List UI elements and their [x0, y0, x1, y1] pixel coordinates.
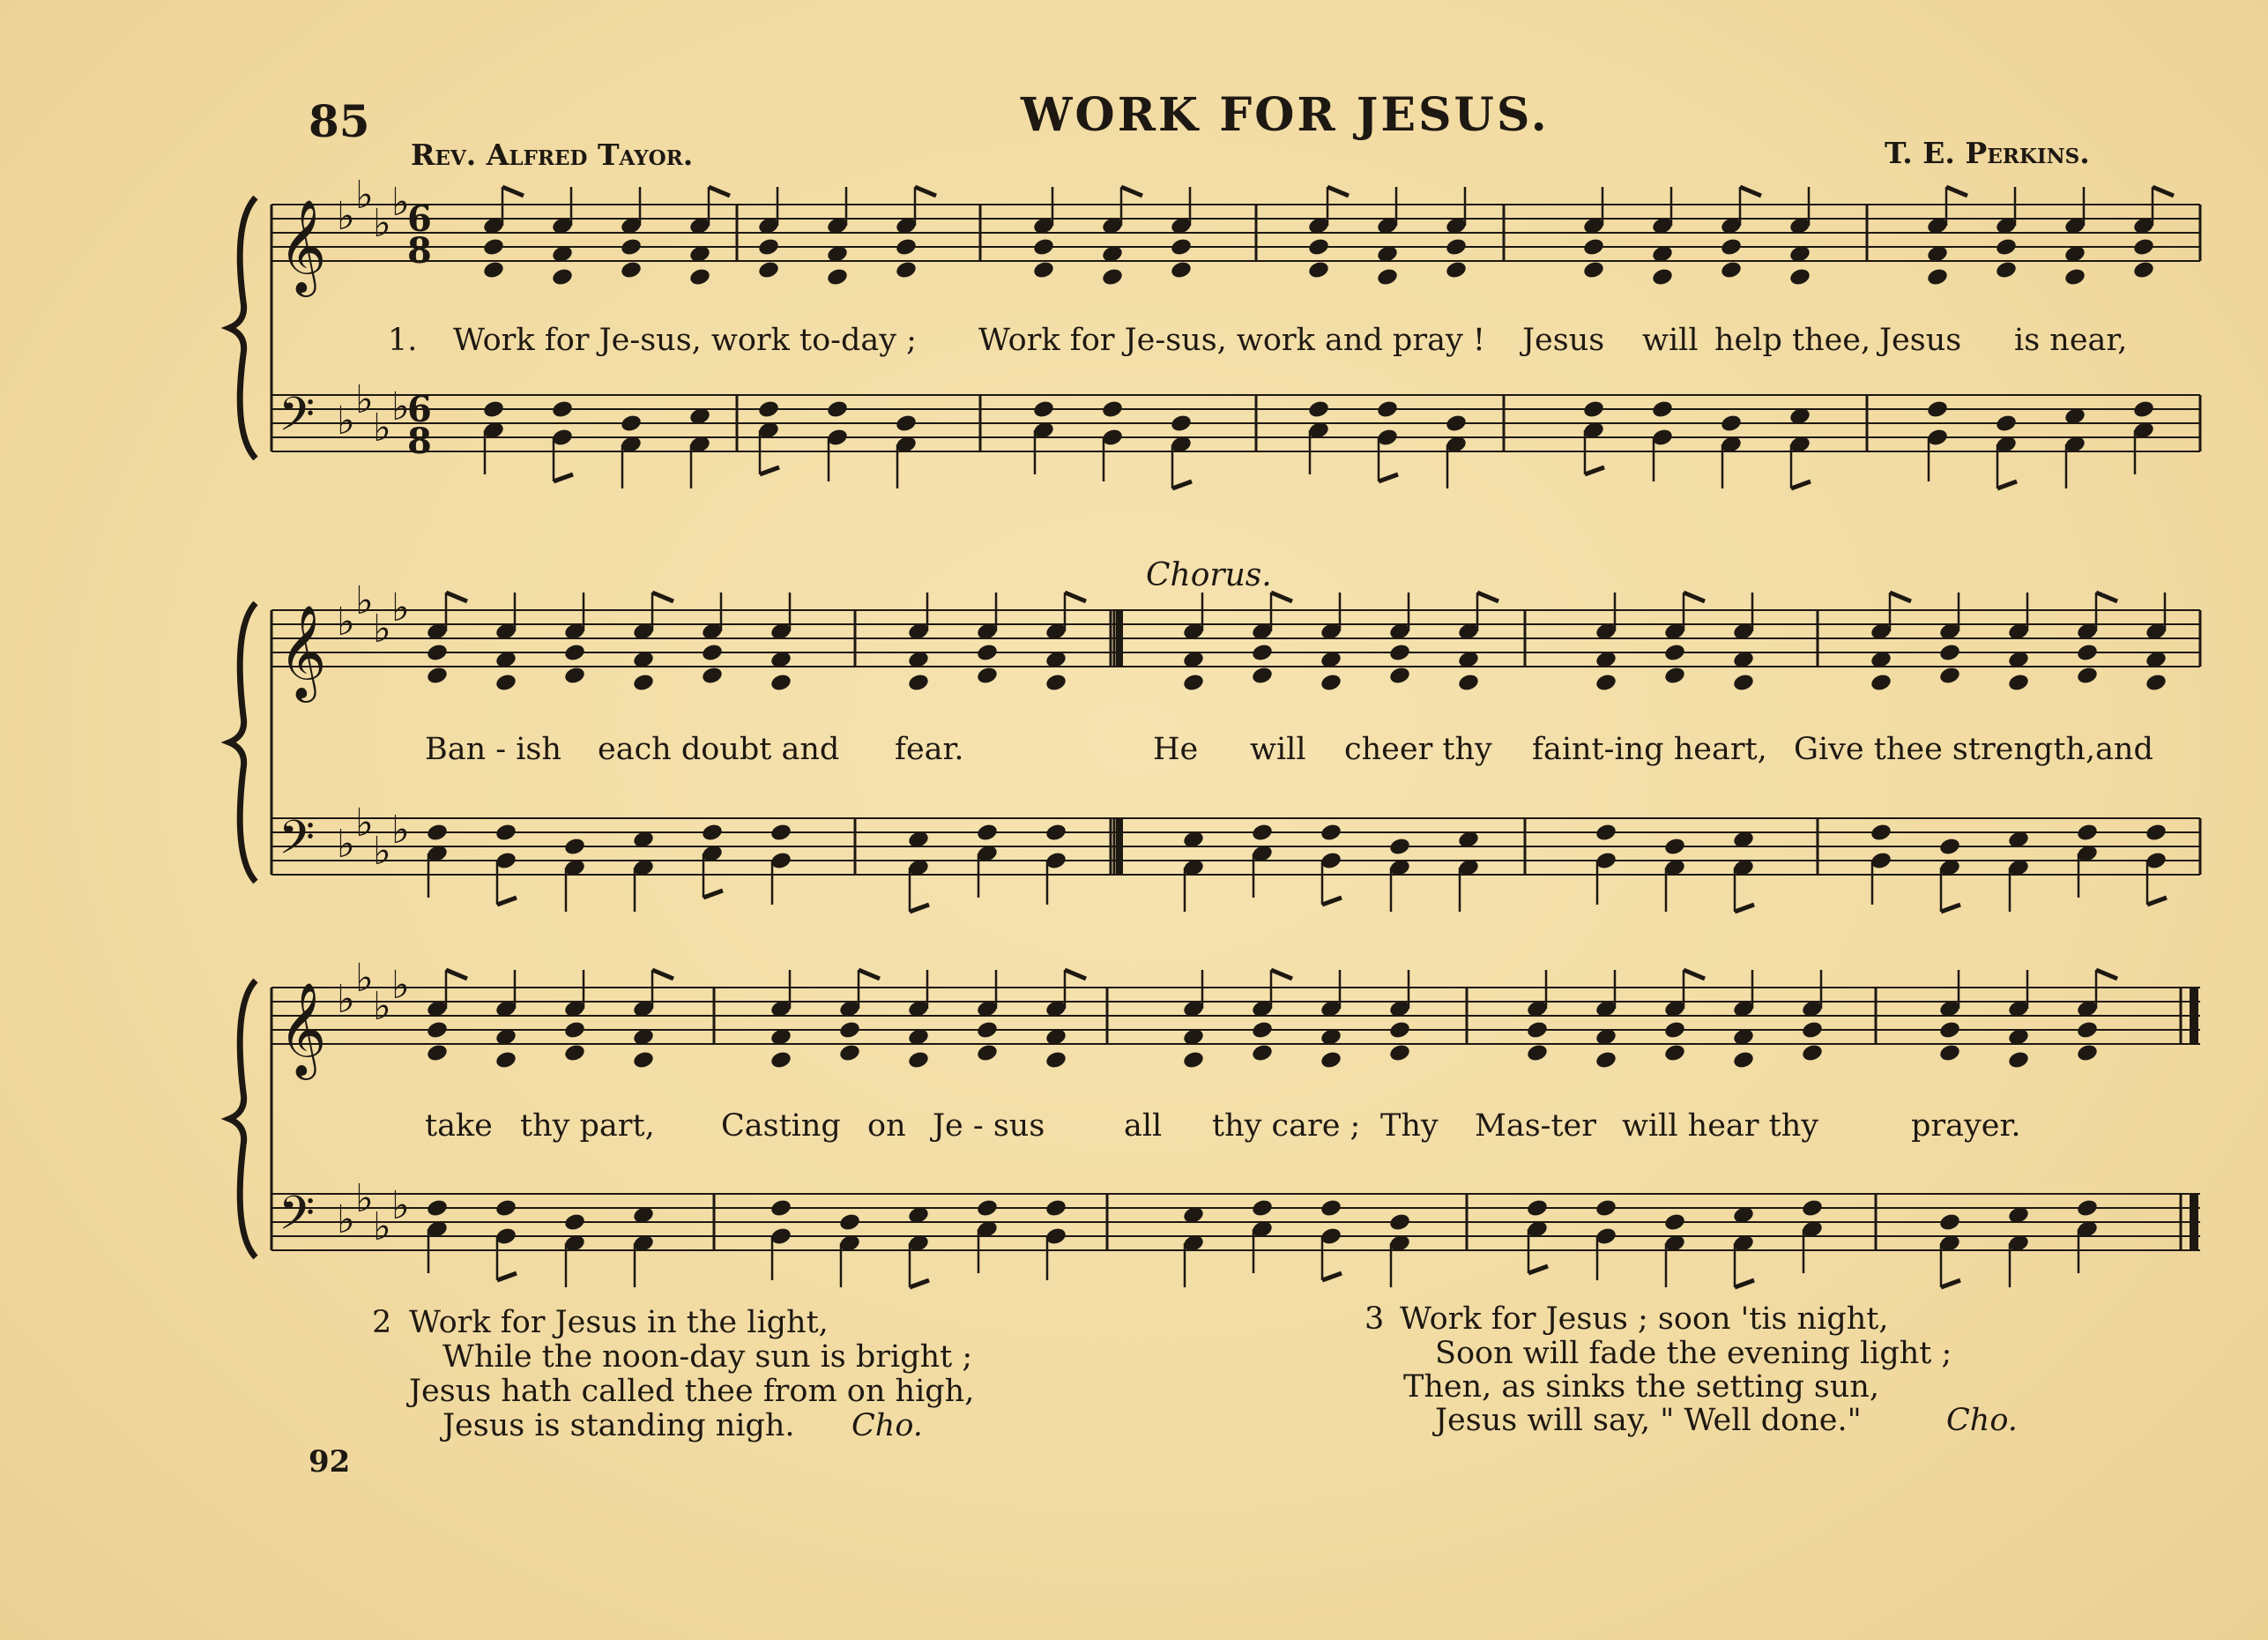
note-head: [620, 237, 643, 257]
note-head: [632, 1050, 655, 1070]
note-flag: [915, 187, 936, 196]
bass-clef: 𝄢: [279, 1187, 316, 1252]
note-head: [1182, 673, 1205, 693]
lyric-syllable: all: [1124, 1108, 1163, 1144]
note-flag: [1121, 187, 1142, 196]
verse-line: Soon will fade the evening light ;: [1435, 1336, 1952, 1371]
time-signature-denominator: 8: [407, 230, 432, 272]
note-flag: [446, 970, 467, 979]
lyric-syllable: Mas-ter: [1475, 1108, 1597, 1144]
note-head: [1938, 1020, 1961, 1040]
note-head: [1388, 1043, 1411, 1063]
note-head: [1388, 1020, 1411, 1040]
note-head: [1720, 414, 1743, 434]
note-head: [1388, 837, 1411, 857]
note-flag: [1791, 481, 1811, 488]
note-head: [1045, 673, 1067, 693]
note-head: [1663, 1020, 1686, 1040]
note-flag: [1379, 474, 1398, 481]
note-head: [1995, 260, 2018, 280]
note-head: [2076, 666, 2099, 686]
note-head: [1995, 237, 2018, 257]
note-flag: [1740, 187, 1761, 196]
note-head: [826, 267, 849, 287]
verse-line: Jesus is standing nigh.: [442, 1408, 795, 1443]
flat-accidental: ♭: [355, 801, 374, 846]
note-head: [976, 1020, 999, 1040]
flat-accidental: ♭: [373, 607, 391, 652]
note-head: [895, 237, 918, 257]
note-flag: [1941, 905, 1960, 912]
note-head: [2145, 823, 2168, 843]
note-head: [838, 1043, 861, 1063]
note-head: [1663, 1212, 1686, 1233]
note-head: [1320, 1198, 1342, 1219]
note-head: [2132, 237, 2155, 257]
lyric-syllable: on: [867, 1108, 906, 1144]
final-barline-thick: [2190, 1194, 2198, 1250]
note-head: [620, 260, 643, 280]
lyric-syllable: cheer thy: [1344, 732, 1492, 767]
note-head: [757, 399, 780, 420]
note-head: [688, 267, 711, 287]
lyric-syllable: will: [1250, 732, 1306, 767]
note-head: [907, 1050, 930, 1070]
note-head: [701, 643, 724, 663]
note-flag: [2147, 898, 2167, 905]
lyric-syllable: He: [1153, 732, 1199, 767]
note-head: [826, 399, 849, 420]
note-head: [563, 643, 586, 663]
note-head: [1582, 260, 1605, 280]
note-head: [976, 1198, 999, 1219]
flat-accidental: ♭: [373, 829, 391, 874]
lyric-syllable: thy care ;: [1212, 1108, 1361, 1144]
note-head: [1938, 1212, 1961, 1233]
treble-clef: 𝄞: [279, 981, 327, 1076]
note-head: [482, 399, 505, 420]
flat-accidental: ♭: [373, 406, 391, 451]
flat-accidental: ♭: [337, 977, 355, 1022]
note-flag: [760, 467, 779, 474]
chorus-cue: Cho.: [1946, 1403, 2018, 1438]
flat-accidental: ♭: [355, 173, 374, 218]
flat-accidental: ♭: [337, 822, 355, 867]
flat-accidental: ♭: [355, 578, 374, 623]
note-head: [1801, 1043, 1824, 1063]
note-flag: [1065, 593, 1086, 601]
note-head: [1870, 823, 1892, 843]
flat-accidental: ♭: [391, 808, 410, 853]
treble-clef: 𝄞: [279, 198, 327, 293]
flat-accidental: ♭: [355, 956, 374, 1001]
note-head: [770, 823, 792, 843]
note-head: [1045, 823, 1067, 843]
note-head: [1320, 673, 1342, 693]
verse-line: Jesus hath called thee from on high,: [409, 1374, 975, 1409]
note-head: [976, 643, 999, 663]
note-head: [2076, 1020, 2099, 1040]
note-flag: [1735, 1280, 1754, 1287]
flat-accidental: ♭: [391, 963, 410, 1008]
note-head: [2132, 260, 2155, 280]
note-head: [551, 267, 574, 287]
flat-accidental: ♭: [355, 1176, 374, 1221]
flat-accidental: ♭: [391, 180, 410, 225]
note-head: [1170, 414, 1193, 434]
note-head: [551, 399, 574, 420]
verse-line: Work for Jesus in the light,: [409, 1305, 829, 1340]
time-signature-numerator: 6: [407, 198, 432, 240]
note-flag: [502, 187, 524, 196]
note-head: [1938, 837, 1961, 857]
note-flag: [2153, 187, 2174, 196]
note-head: [1663, 666, 1686, 686]
note-head: [1595, 1050, 1617, 1070]
flat-accidental: ♭: [337, 1197, 355, 1242]
note-head: [757, 237, 780, 257]
verse-number: 2: [372, 1305, 392, 1340]
chorus-cue: Cho.: [851, 1408, 923, 1443]
note-head: [895, 414, 918, 434]
note-head: [1307, 260, 1330, 280]
flat-accidental: ♭: [337, 600, 355, 645]
verse-line: Jesus will say, " Well done.": [1435, 1403, 1862, 1438]
note-head: [1651, 399, 1674, 420]
note-head: [1663, 837, 1686, 857]
note-head: [1445, 414, 1468, 434]
note-head: [482, 260, 505, 280]
double-barline: [1116, 818, 1123, 875]
note-head: [838, 1020, 861, 1040]
note-head: [563, 1212, 586, 1233]
note-head: [1595, 673, 1617, 693]
bass-clef: 𝄢: [279, 811, 316, 876]
note-head: [1526, 1020, 1549, 1040]
note-head: [701, 666, 724, 686]
note-head: [1388, 643, 1411, 663]
note-head: [1582, 399, 1605, 420]
note-head: [1938, 666, 1961, 686]
note-flag: [1684, 593, 1705, 601]
note-head: [426, 1198, 449, 1219]
flat-accidental: ♭: [355, 377, 374, 422]
brace: [229, 980, 256, 1257]
note-flag: [910, 1280, 929, 1287]
hymn-number: 85: [309, 95, 370, 147]
note-head: [426, 823, 449, 843]
lyric-syllable: Thy: [1380, 1108, 1439, 1144]
verse-line: Then, as sinks the setting sun,: [1403, 1369, 1880, 1405]
lyric-syllable: Casting: [721, 1108, 841, 1144]
note-flag: [1322, 898, 1342, 905]
note-head: [1251, 1043, 1274, 1063]
flat-accidental: ♭: [391, 1183, 410, 1228]
flat-accidental: ♭: [337, 399, 355, 444]
lyric-syllable: each doubt and: [598, 732, 840, 767]
note-head: [1526, 1043, 1549, 1063]
note-head: [1526, 1198, 1549, 1219]
time-signature-denominator: 8: [407, 421, 432, 462]
note-flag: [2096, 593, 2117, 601]
chorus-label: Chorus.: [1146, 557, 1272, 593]
note-head: [1926, 399, 1949, 420]
note-flag: [497, 898, 517, 905]
note-head: [1251, 823, 1274, 843]
note-head: [1032, 237, 1055, 257]
note-flag: [446, 593, 467, 601]
note-head: [2076, 643, 2099, 663]
brace: [229, 603, 256, 882]
note-head: [1582, 237, 1605, 257]
treble-clef: 𝄞: [279, 604, 327, 698]
note-flag: [1327, 187, 1349, 196]
note-head: [2007, 1050, 2030, 1070]
flat-accidental: ♭: [337, 194, 355, 239]
brace: [229, 198, 256, 458]
note-head: [1320, 1050, 1342, 1070]
note-head: [1445, 237, 1468, 257]
note-head: [494, 673, 517, 693]
note-head: [2076, 1198, 2099, 1219]
note-head: [494, 1198, 517, 1219]
note-head: [1595, 1198, 1617, 1219]
note-head: [1307, 399, 1330, 420]
note-head: [1182, 1050, 1205, 1070]
note-head: [1101, 267, 1124, 287]
lyricist-credit: Rev. Alfred Tayor.: [411, 138, 694, 172]
note-head: [563, 666, 586, 686]
note-head: [1251, 1198, 1274, 1219]
note-head: [1788, 267, 1811, 287]
note-head: [1320, 823, 1342, 843]
note-head: [976, 823, 999, 843]
note-head: [1595, 823, 1617, 843]
final-barline-thick: [2190, 988, 2198, 1044]
note-head: [1926, 267, 1949, 287]
note-head: [1376, 267, 1399, 287]
flat-accidental: ♭: [391, 585, 410, 630]
note-head: [2007, 673, 2030, 693]
note-head: [770, 1050, 792, 1070]
note-head: [895, 260, 918, 280]
verse-number: 3: [1365, 1301, 1385, 1337]
note-head: [1663, 1043, 1686, 1063]
note-flag: [554, 474, 573, 481]
note-flag: [497, 1273, 517, 1280]
note-head: [1101, 399, 1124, 420]
note-head: [757, 260, 780, 280]
note-flag: [2096, 970, 2117, 979]
note-head: [1251, 666, 1274, 686]
note-head: [1251, 643, 1274, 663]
note-flag: [1890, 593, 1911, 601]
note-head: [1445, 260, 1468, 280]
lyric-syllable: Work for Je-sus, work and pray !: [978, 323, 1485, 358]
note-head: [632, 673, 655, 693]
lyric-syllable: help thee,: [1714, 323, 1871, 358]
verse-number-1: 1.: [388, 323, 418, 358]
note-head: [770, 673, 792, 693]
note-head: [1801, 1020, 1824, 1040]
note-head: [1045, 1050, 1067, 1070]
lyric-syllable: faint-ing heart,: [1532, 732, 1767, 767]
note-flag: [1477, 593, 1498, 601]
note-flag: [1172, 481, 1192, 488]
flat-accidental: ♭: [373, 201, 391, 246]
lyric-syllable: Je - sus: [933, 1108, 1045, 1144]
note-flag: [1684, 970, 1705, 979]
lyric-syllable: Jesus: [1879, 323, 1962, 358]
note-head: [1170, 237, 1193, 257]
note-head: [563, 1043, 586, 1063]
flat-accidental: ♭: [373, 1204, 391, 1249]
note-head: [426, 1043, 449, 1063]
note-head: [563, 1020, 586, 1040]
note-head: [701, 823, 724, 843]
note-head: [2132, 399, 2155, 420]
note-head: [1938, 1043, 1961, 1063]
note-head: [976, 666, 999, 686]
note-flag: [1065, 970, 1086, 979]
note-head: [1732, 673, 1755, 693]
note-flag: [1528, 1266, 1548, 1273]
lyric-syllable: thy part,: [520, 1108, 655, 1144]
note-head: [976, 1043, 999, 1063]
flat-accidental: ♭: [373, 984, 391, 1029]
note-head: [838, 1212, 861, 1233]
note-head: [1457, 673, 1480, 693]
lyric-syllable: will: [1642, 323, 1699, 358]
note-flag: [1941, 1280, 1960, 1287]
note-head: [426, 643, 449, 663]
note-head: [482, 237, 505, 257]
note-head: [494, 823, 517, 843]
composer-credit: T. E. Perkins.: [1885, 136, 2090, 170]
note-head: [2076, 1043, 2099, 1063]
verse-line: While the noon-day sun is bright ;: [442, 1339, 973, 1375]
note-head: [494, 1050, 517, 1070]
note-head: [1720, 260, 1743, 280]
note-head: [770, 1198, 792, 1219]
note-flag: [652, 970, 673, 979]
note-head: [1651, 267, 1674, 287]
note-head: [1720, 237, 1743, 257]
flat-accidental: ♭: [391, 384, 410, 429]
lyric-syllable: take: [425, 1108, 493, 1144]
note-flag: [1997, 481, 2017, 488]
note-flag: [859, 970, 880, 979]
hymn-title: WORK FOR JESUS.: [1021, 88, 1550, 142]
page-number: 92: [309, 1444, 351, 1480]
note-head: [1032, 260, 1055, 280]
note-head: [2076, 823, 2099, 843]
note-head: [1870, 673, 1892, 693]
note-head: [1663, 643, 1686, 663]
note-head: [2064, 267, 2086, 287]
note-flag: [1735, 905, 1754, 912]
lyric-syllable: Give thee strength,and: [1794, 732, 2153, 767]
note-head: [1388, 1212, 1411, 1233]
note-head: [620, 414, 643, 434]
lyric-syllable: Work for Je-sus, work to-day ;: [453, 323, 917, 358]
lyric-syllable: is near,: [2014, 323, 2128, 358]
note-flag: [1585, 467, 1604, 474]
note-head: [907, 673, 930, 693]
lyric-syllable: will hear thy: [1622, 1108, 1819, 1144]
note-head: [426, 1020, 449, 1040]
note-head: [1251, 1020, 1274, 1040]
note-flag: [1946, 187, 1967, 196]
note-flag: [910, 905, 929, 912]
note-head: [563, 837, 586, 857]
note-head: [1032, 399, 1055, 420]
lyric-syllable: fear.: [895, 732, 964, 767]
note-head: [1801, 1198, 1824, 1219]
note-head: [1388, 666, 1411, 686]
lyric-syllable: Jesus: [1522, 323, 1605, 358]
double-barline: [1116, 610, 1123, 667]
note-head: [1170, 260, 1193, 280]
note-head: [1307, 237, 1330, 257]
note-flag: [1322, 1273, 1342, 1280]
note-flag: [1271, 970, 1292, 979]
note-head: [1045, 1198, 1067, 1219]
note-head: [2145, 673, 2168, 693]
note-head: [1938, 643, 1961, 663]
note-head: [1732, 1050, 1755, 1070]
note-head: [1995, 414, 2018, 434]
note-flag: [703, 891, 723, 898]
bass-clef: 𝄢: [279, 388, 316, 453]
note-flag: [1271, 593, 1292, 601]
note-head: [426, 666, 449, 686]
lyric-syllable: prayer.: [1911, 1108, 2021, 1144]
time-signature-numerator: 6: [407, 389, 432, 430]
note-head: [1376, 399, 1399, 420]
lyric-syllable: Ban - ish: [425, 732, 561, 767]
note-flag: [709, 187, 730, 196]
verse-line: Work for Jesus ; soon 'tis night,: [1400, 1301, 1889, 1337]
note-flag: [652, 593, 673, 601]
